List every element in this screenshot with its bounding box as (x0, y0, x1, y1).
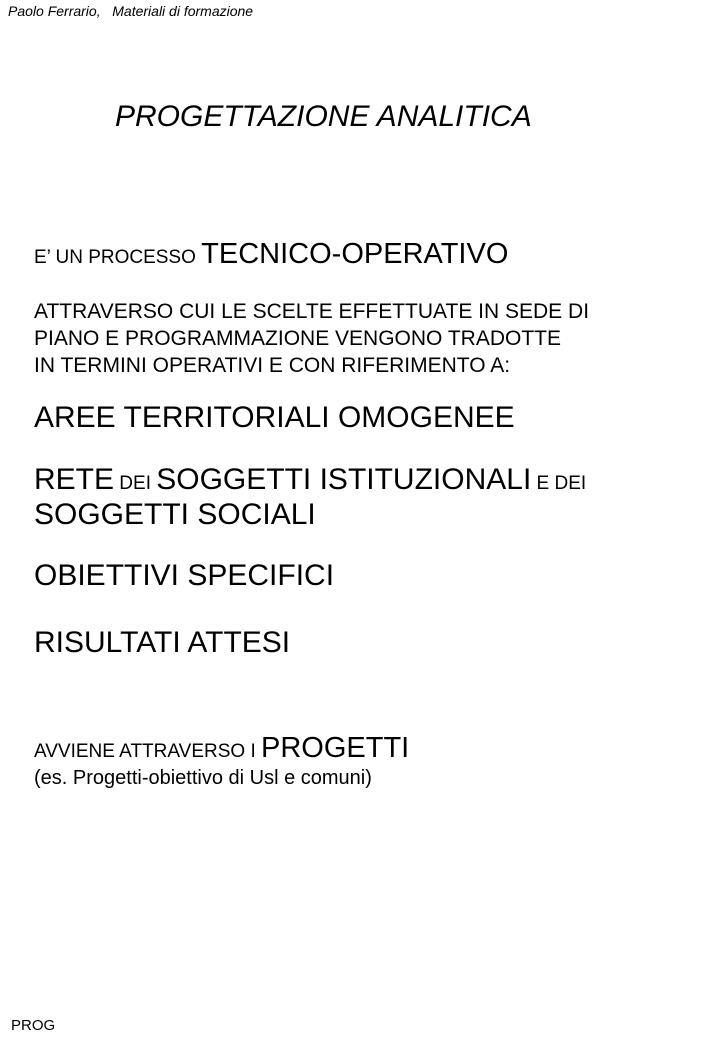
footer-code: PROG (11, 1017, 56, 1034)
item-rete-line-2: SOGGETTI SOCIALI (34, 498, 316, 531)
item-rete-part3: SOGGETTI ISTITUZIONALI (156, 463, 532, 496)
paragraph-line-3: IN TERMINI OPERATIVI E CON RIFERIMENTO A: (34, 354, 511, 377)
paragraph-line-2: PIANO E PROGRAMMAZIONE VENGONO TRADOTTE (34, 327, 561, 350)
process-emphasis: TECNICO-OPERATIVO (201, 238, 509, 270)
item-rete-part4: E DEI (531, 473, 587, 494)
item-aree: AREE TERRITORIALI OMOGENEE (34, 401, 515, 434)
avviene-prefix: AVVIENE ATTRAVERSO I (34, 741, 261, 762)
page-title: PROGETTAZIONE ANALITICA (115, 100, 532, 133)
item-risultati: RISULTATI ATTESI (34, 626, 291, 659)
avviene-line (34, 732, 409, 765)
avviene-emphasis: PROGETTI (261, 732, 410, 764)
document-header: Paolo Ferrario, Materiali di formazione (8, 3, 254, 19)
process-prefix: E’ UN PROCESSO (34, 247, 202, 268)
description-paragraph (34, 298, 589, 379)
item-rete-part1: RETE (34, 463, 115, 496)
item-rete-line-1 (34, 463, 586, 497)
paragraph-line-1: ATTRAVERSO CUI LE SCELTE EFFETTUATE IN SEDE DI (34, 300, 590, 323)
process-line (34, 238, 508, 271)
item-rete-part2: DEI (114, 473, 157, 494)
item-obiettivi: OBIETTIVI SPECIFICI (34, 559, 335, 592)
avviene-note: (es. Progetti-obiettivo di Usl e comuni) (34, 767, 372, 789)
